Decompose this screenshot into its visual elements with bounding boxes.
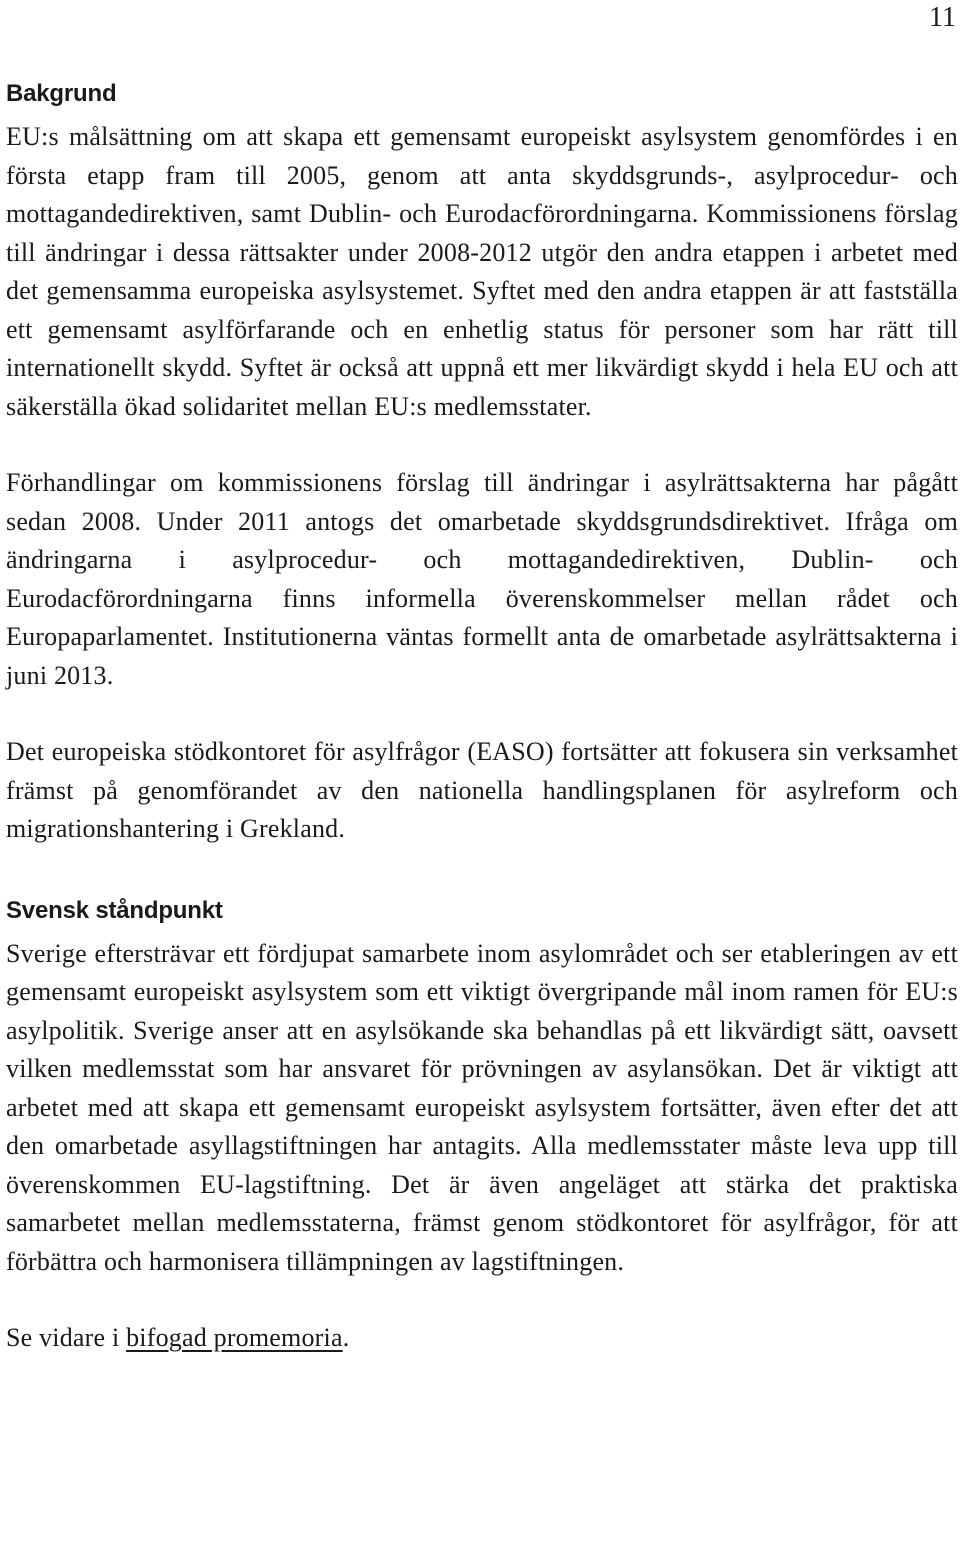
page-number: 11	[929, 2, 956, 33]
section-heading-standpunkt: Svensk ståndpunkt	[6, 896, 223, 924]
paragraph: Sverige eftersträvar ett fördjupat samarbete inom asylområdet och ser etableringen av ett gemensamt europeiskt asylsystem som ett viktigt övergripande mål inom ramen för EU:s asylpolitik. Sverige anser att en asylsökande ska behandlas på ett likvärdigt sätt, oavsett vilken medlemsstat som har ansvaret för prövningen av asylansökan. Det är viktigt att arbetet med att skapa ett gemensamt europeiskt asylsystem fortsätter, även efter det att den omarbetade asyllagstiftningen har antagits. Alla medlemsstater måste leva upp till överenskommen EU-lagstiftning. Det är även angeläget att stärka det praktiska samarbetet mellan medlemsstaterna, främst genom stödkontoret för asylfrågor, för att förbättra och harmonisera tillämpningen av lagstiftningen.	[6, 938, 958, 1276]
section-heading-bakgrund: Bakgrund	[6, 80, 117, 107]
reference-suffix: .	[342, 1323, 350, 1352]
reference-prefix: Se vidare i	[6, 1323, 127, 1352]
paragraph: EU:s målsättning om att skapa ett gemensamt europeiskt asylsystem genomfördes i en första etapp fram till 2005, genom att anta skyddsgrunds-, asylprocedur- och mottagandedirektiven, samt Dublin- och Eurodacförordningarna. Kommissionens förslag till ändringar i dessa rättsakter under 2008-2012 utgör den andra etappen i arbetet med det gemensamma europeiska asylsystemet. Syftet med den andra etappen är att fastställa ett gemensamt asylförfarande och en enhetlig status för personer som har rätt till internationellt skydd. Syftet är också att uppnå ett mer likvärdigt skydd i hela EU och att säkerställa ökad solidaritet mellan EU:s medlemsstater.	[6, 122, 958, 421]
paragraph: Det europeiska stödkontoret för asylfrågor (EASO) fortsätter att fokusera sin verksamhet främst på genomförandet av den nationella handlingsplanen för asylreform och migrationshantering i Grekland.	[6, 737, 958, 843]
memo-link[interactable]: bifogad promemoria	[126, 1323, 343, 1352]
reference-line	[6, 1319, 958, 1358]
paragraph: Förhandlingar om kommissionens förslag till ändringar i asylrättsakterna har pågått sedan 2008. Under 2011 antogs det omarbetade skyddsgrundsdirektivet. Ifråga om ändringarna i asylprocedur- och mottagandedirektiven, Dublin- och Eurodacförordningarna finns informella överenskommelser mellan rådet och Europaparlamentet. Institutionerna väntas formellt anta de omarbetade asylrättsakterna i juni 2013.	[6, 468, 958, 690]
document-body	[6, 72, 958, 1358]
